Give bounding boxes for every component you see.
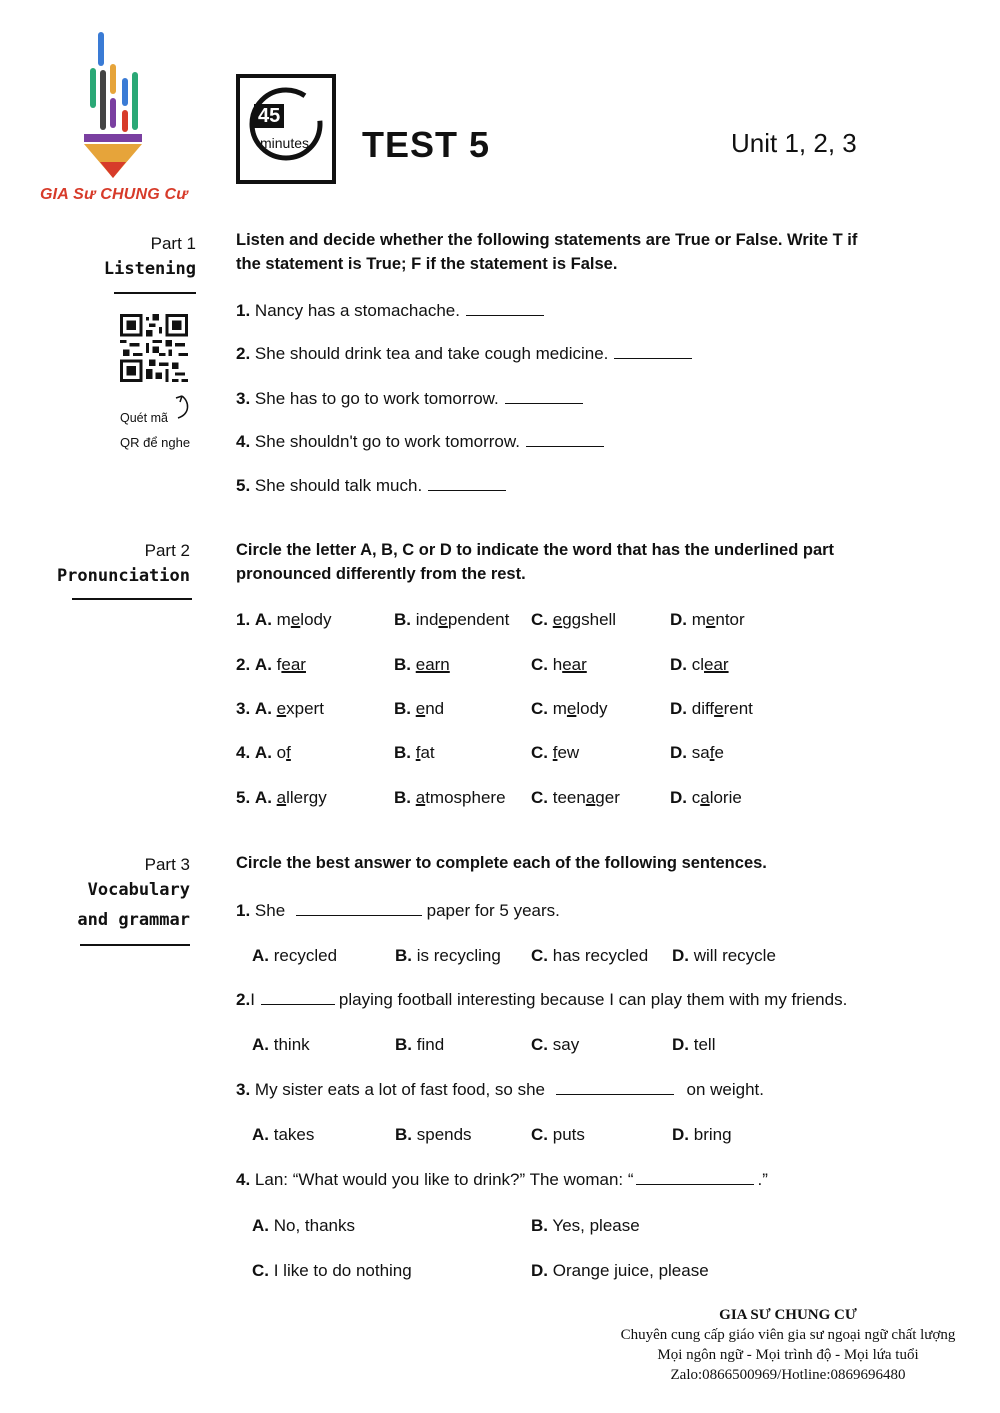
question-text: She should drink tea and take cough medicine. <box>254 344 609 363</box>
word-part: diff <box>691 699 715 718</box>
part1-rule <box>114 292 196 294</box>
word-part: lody <box>576 699 608 718</box>
underlined-part: ear <box>704 655 729 674</box>
word-part: xpert <box>286 699 324 718</box>
question-text: Lan: “What would you like to drink?” The woman: “ <box>254 1170 634 1189</box>
question-number: 5. <box>236 476 251 495</box>
option[interactable] <box>672 1035 715 1055</box>
option[interactable] <box>531 946 648 966</box>
option[interactable] <box>394 743 435 763</box>
option-letter: B. <box>394 788 411 807</box>
part3-instruction: Circle the best answer to complete each of the following sentences. <box>236 854 767 872</box>
option-text: is recycling <box>416 946 501 965</box>
option-text: takes <box>273 1125 315 1144</box>
badge-number: 45 <box>254 104 284 128</box>
question-text: paper for 5 years. <box>426 901 560 920</box>
part2-options-grid <box>236 610 856 820</box>
option-letter: C. <box>531 1125 548 1144</box>
question-number: 1. <box>236 901 251 920</box>
question-number: 3. <box>236 389 251 408</box>
option[interactable] <box>531 743 579 763</box>
option[interactable] <box>531 655 587 675</box>
option[interactable] <box>531 699 608 719</box>
question-number: 3. <box>236 1080 251 1099</box>
row-number: 2. <box>236 655 251 674</box>
option[interactable] <box>670 655 729 675</box>
option[interactable] <box>531 1216 640 1236</box>
word-part: h <box>552 655 563 674</box>
underlined-part: f <box>415 743 421 762</box>
option-text: puts <box>552 1125 585 1144</box>
option-text: find <box>416 1035 445 1054</box>
underlined-part: e <box>714 699 724 718</box>
option[interactable] <box>252 1035 310 1055</box>
part1-question <box>236 476 506 496</box>
underlined-part: e <box>552 610 563 629</box>
qr-caption-1: Quét mã <box>120 411 168 425</box>
word-part: ind <box>415 610 439 629</box>
footer-line2: Mọi ngôn ngữ - Mọi trình độ - Mọi lứa tuổi <box>657 1347 919 1363</box>
underlined-part: f <box>709 743 715 762</box>
option-letter: A. <box>254 743 272 762</box>
word-part: ggshell <box>562 610 617 629</box>
word-part: cl <box>691 655 705 674</box>
word-part: tmosphere <box>425 788 506 807</box>
underlined-part: earn <box>415 655 450 674</box>
units-label: Unit 1, 2, 3 <box>731 128 857 158</box>
option[interactable] <box>531 1125 585 1145</box>
option-letter: D. <box>670 655 687 674</box>
option-letter: B. <box>395 1125 412 1144</box>
underlined-part: e <box>705 610 716 629</box>
word-part: at <box>420 743 435 762</box>
option-letter: B. <box>531 1216 548 1235</box>
option-letter: C. <box>531 946 548 965</box>
question-text: She has to go to work tomorrow. <box>254 389 499 408</box>
part3-number: Part 3 <box>144 855 190 874</box>
option-letter: C. <box>531 655 548 674</box>
option[interactable] <box>236 655 306 675</box>
option[interactable] <box>394 610 509 630</box>
option-text: tell <box>693 1035 716 1054</box>
arrow-icon <box>172 392 194 422</box>
footer-title: GIA SƯ CHUNG CƯ <box>719 1307 857 1323</box>
question-number: 1. <box>236 301 251 320</box>
underlined-part: a <box>276 788 287 807</box>
word-part: llergy <box>286 788 327 807</box>
question-text: on weight. <box>686 1080 764 1099</box>
option-letter: D. <box>670 788 687 807</box>
part3-question <box>236 1080 764 1100</box>
part1-name: Listening <box>103 259 196 279</box>
word-part: m <box>691 610 706 629</box>
option-letter: A. <box>254 788 272 807</box>
option[interactable] <box>531 610 616 630</box>
word-part: m <box>276 610 291 629</box>
option[interactable] <box>394 699 444 719</box>
answer-blank[interactable] <box>505 391 583 404</box>
option-letter: C. <box>531 1035 548 1054</box>
footer-line3: Zalo:0866500969/Hotline:0869696480 <box>670 1367 906 1383</box>
part2-instruction-line2: pronounced differently from the rest. <box>236 565 526 583</box>
option-letter: D. <box>672 946 689 965</box>
option-letter: D. <box>670 699 687 718</box>
option-letter: A. <box>254 610 272 629</box>
footer <box>578 1305 998 1385</box>
word-part: rent <box>723 699 753 718</box>
option-letter: C. <box>531 610 548 629</box>
word-part: c <box>691 788 701 807</box>
underlined-part: e <box>566 699 577 718</box>
word-part: lorie <box>709 788 742 807</box>
row-number: 3. <box>236 699 251 718</box>
part1-question <box>236 389 583 409</box>
option-letter: B. <box>395 1035 412 1054</box>
word-part: nd <box>425 699 445 718</box>
part1-instruction-line2: the statement is True; F if the statement is False. <box>236 255 618 273</box>
part3-name-line2: and grammar <box>77 910 190 930</box>
question-number: 4. <box>236 1170 251 1189</box>
underlined-part: a <box>585 788 596 807</box>
option[interactable] <box>672 1125 732 1145</box>
part3-name-line1: Vocabulary <box>87 880 190 900</box>
part2-label-block <box>50 541 190 591</box>
row-number: 4. <box>236 743 251 762</box>
part3-question <box>236 990 847 1010</box>
question-number: 2. <box>236 990 251 1009</box>
part2-rule <box>72 598 192 600</box>
question-text: She should talk much. <box>254 476 423 495</box>
question-text: I <box>250 990 255 1009</box>
underlined-part: a <box>415 788 426 807</box>
option-letter: B. <box>394 743 411 762</box>
option-letter: B. <box>394 655 411 674</box>
answer-blank[interactable] <box>526 434 604 447</box>
answer-blank[interactable] <box>636 1172 754 1185</box>
answer-blank[interactable] <box>556 1082 674 1095</box>
option-letter: A. <box>252 946 269 965</box>
option[interactable] <box>236 788 327 808</box>
question-text: She <box>254 901 286 920</box>
option-letter: D. <box>670 610 687 629</box>
option-text: think <box>273 1035 310 1054</box>
option-text: I like to do nothing <box>273 1261 412 1280</box>
part3-question <box>236 901 560 921</box>
word-part: ntor <box>715 610 745 629</box>
answer-blank[interactable] <box>296 903 422 916</box>
part3-rule <box>80 944 190 946</box>
option[interactable] <box>236 699 324 719</box>
option-letter: A. <box>254 655 272 674</box>
answer-blank[interactable] <box>428 478 506 491</box>
option-text: will recycle <box>693 946 776 965</box>
word-part: lody <box>300 610 332 629</box>
test-title: TEST 5 <box>362 124 491 165</box>
option[interactable] <box>394 655 450 675</box>
answer-blank[interactable] <box>261 992 335 1005</box>
part2-number: Part 2 <box>144 541 190 560</box>
question-number: 4. <box>236 432 251 451</box>
option-letter: B. <box>394 699 411 718</box>
option-letter: D. <box>670 743 687 762</box>
question-number: 2. <box>236 344 251 363</box>
option[interactable] <box>670 610 745 630</box>
word-part: e <box>714 743 724 762</box>
question-text: .” <box>757 1170 768 1189</box>
underlined-part: ear <box>281 655 306 674</box>
option[interactable] <box>236 743 291 763</box>
question-text: My sister eats a lot of fast food, so she <box>254 1080 546 1099</box>
option-text: spends <box>416 1125 472 1144</box>
option[interactable] <box>531 1261 709 1281</box>
option-text: Yes, please <box>552 1216 640 1235</box>
qr-code-icon[interactable] <box>120 314 188 382</box>
option-letter: C. <box>531 788 548 807</box>
option[interactable] <box>395 946 501 966</box>
part1-number: Part 1 <box>150 234 196 253</box>
option[interactable] <box>531 788 620 808</box>
option-letter: D. <box>672 1035 689 1054</box>
qr-caption-2: QR để nghe <box>120 435 191 450</box>
word-part: m <box>552 699 567 718</box>
option-letter: D. <box>672 1125 689 1144</box>
option-letter: B. <box>395 946 412 965</box>
underlined-part: e <box>438 610 448 629</box>
option-text: has recycled <box>552 946 649 965</box>
part1-instruction <box>236 228 857 276</box>
part1-question <box>236 344 692 364</box>
option-text: say <box>552 1035 580 1054</box>
option-text: Orange juice, please <box>552 1261 709 1280</box>
row-number: 1. <box>236 610 251 629</box>
option-letter: D. <box>531 1261 548 1280</box>
word-part: sa <box>691 743 710 762</box>
word-part: o <box>276 743 287 762</box>
question-text: She shouldn't go to work tomorrow. <box>254 432 520 451</box>
part1-label-block <box>56 234 196 284</box>
part1-question <box>236 301 544 321</box>
underlined-part: e <box>415 699 426 718</box>
option[interactable] <box>395 1125 472 1145</box>
answer-blank[interactable] <box>466 303 544 316</box>
badge-unit: minutes <box>260 135 310 151</box>
option-letter: A. <box>252 1035 269 1054</box>
footer-line1: Chuyên cung cấp giáo viên gia sư ngoại ngữ chất lượng <box>620 1327 956 1343</box>
option[interactable] <box>395 1035 444 1055</box>
part2-instruction <box>236 538 834 586</box>
option[interactable] <box>236 610 331 630</box>
underlined-part: a <box>700 788 710 807</box>
option-letter: A. <box>254 699 272 718</box>
part2-name: Pronunciation <box>56 566 190 586</box>
option[interactable] <box>252 946 337 966</box>
option[interactable] <box>670 743 724 763</box>
part2-instruction-line1: Circle the letter A, B, C or D to indicate the word that has the underlined part <box>236 541 835 559</box>
option-text: bring <box>693 1125 732 1144</box>
word-part: ew <box>557 743 580 762</box>
word-part: f <box>276 655 282 674</box>
option[interactable] <box>672 946 776 966</box>
word-part: teen <box>552 788 586 807</box>
option-letter: A. <box>252 1125 269 1144</box>
word-part: pendent <box>447 610 510 629</box>
underlined-part: f <box>552 743 558 762</box>
underlined-part: e <box>290 610 301 629</box>
option-letter: A. <box>252 1216 269 1235</box>
word-part: ger <box>595 788 620 807</box>
option[interactable] <box>670 788 742 808</box>
option-letter: C. <box>531 699 548 718</box>
part3-label-block <box>50 855 190 935</box>
part3-question <box>236 1170 768 1190</box>
underlined-part: f <box>286 743 291 762</box>
part1-instruction-line1: Listen and decide whether the following statements are True or False. Write T if <box>236 231 858 249</box>
option[interactable] <box>394 788 506 808</box>
underlined-part: ear <box>562 655 587 674</box>
logo-text: GIA Sư CHUNG Cư <box>40 186 188 203</box>
option[interactable] <box>252 1261 412 1281</box>
question-text: Nancy has a stomachache. <box>254 301 460 320</box>
option[interactable] <box>252 1216 355 1236</box>
option-text: No, thanks <box>273 1216 355 1235</box>
row-number: 5. <box>236 788 251 807</box>
option-letter: C. <box>252 1261 269 1280</box>
option[interactable] <box>670 699 753 719</box>
answer-blank[interactable] <box>614 346 692 359</box>
option[interactable] <box>252 1125 314 1145</box>
option-letter: C. <box>531 743 548 762</box>
question-text: playing football interesting because I can play them with my friends. <box>338 990 848 1009</box>
underlined-part: e <box>276 699 287 718</box>
option[interactable] <box>531 1035 579 1055</box>
option-text: recycled <box>273 946 338 965</box>
part1-question <box>236 432 604 452</box>
option-letter: B. <box>394 610 411 629</box>
